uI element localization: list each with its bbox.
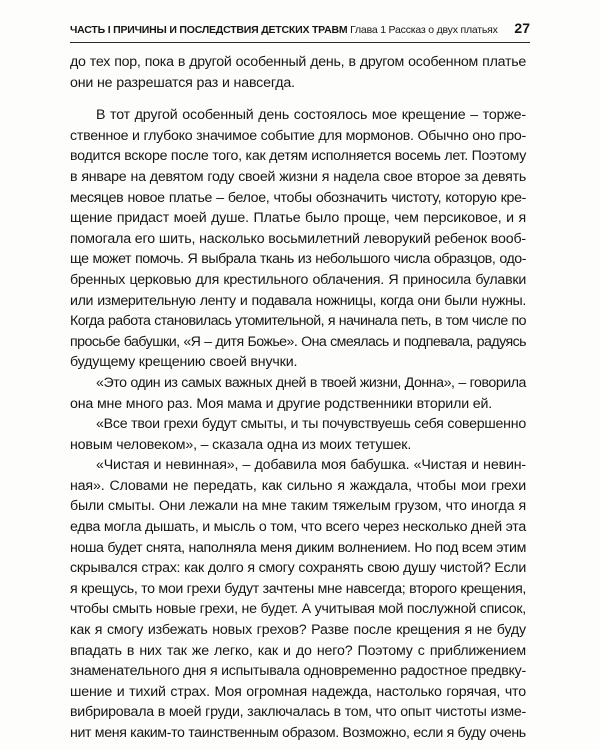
- text-line: вибрировала в моей груди, заключалась в том, что опыт чистоты изме-: [70, 704, 526, 721]
- text-line: Когда работа становилась утомительной, я начинала петь, в том числе по: [70, 313, 526, 330]
- running-header: [70, 20, 530, 43]
- header-titles: [70, 24, 498, 36]
- text-line: «Это один из самых важных дней в твоей жизни, Донна», – говорила: [96, 374, 526, 391]
- text-line: ная». Словами не передать, как сильно я жаждала, чтобы мои грехи: [70, 477, 526, 494]
- text-line: бренных церковью для крестильного облачения. Я приносила булавки: [70, 271, 526, 288]
- text-line: В тот другой особенный день состоялось мое крещение – торже-: [96, 107, 526, 124]
- page-number: 27: [514, 20, 530, 36]
- paragraph: [70, 105, 526, 373]
- text-line: или измерительную ленту и подавала ножницы, когда они были нужны.: [70, 292, 526, 309]
- text-line: водится вскоре после того, как детям исполняется восемь лет. Поэтому: [70, 148, 527, 165]
- text-line: ственное и глубоко значимое событие для мормонов. Обычно оно про-: [70, 127, 526, 144]
- paragraph: [70, 373, 526, 414]
- part-title: ЧАСТЬ I ПРИЧИНЫ И ПОСЛЕДСТВИЯ ДЕТСКИХ ТРАВМ: [70, 24, 348, 36]
- paragraph: [70, 414, 526, 455]
- text-line: помогала его шить, насколько восьмилетний леворукий ребенок вооб-: [70, 230, 526, 247]
- text-line: как я смогу избежать новых грехов? Разве после крещения я не буду: [70, 622, 526, 639]
- text-line: впадать в них так же легко, как и до него? Поэтому с приближением: [70, 642, 526, 659]
- paragraph: [70, 52, 526, 93]
- text-line: она мне много раз. Моя мама и другие родственники вторили ей.: [70, 395, 493, 412]
- text-line: знаменательного дня я испытывала одновременно радостное предвку-: [70, 663, 526, 680]
- text-line: «Все твои грехи будут смыты, и ты почувствуешь себя совершенно: [96, 416, 526, 433]
- text-line: просьбе бабушки, «Я – дитя Божье». Она смеялась и подпевала, радуясь: [70, 333, 526, 350]
- text-line: ще может помочь. Я выбрала ткань из небольшого числа образцов, одо-: [70, 251, 526, 268]
- text-line: они не разрешатся раз и навсегда.: [70, 74, 295, 91]
- chapter-title: Глава 1 Рассказ о двух платьях: [350, 24, 498, 36]
- text-line: до тех пор, пока в другой особенный день, в другом особенном платье: [70, 54, 526, 70]
- text-line: шение и тихий страх. Моя огромная надежда, настолько горячая, что: [70, 683, 526, 700]
- text-line: чтобы смыть новые грехи, не будет. А учитывая мой послужной список,: [70, 601, 526, 618]
- text-line: были смыты. Они лежали на мне таким тяжелым грузом, что иногда я: [70, 498, 526, 515]
- body-text: [70, 52, 526, 744]
- text-line: щение придаст моей душе. Платье было проще, чем персиковое, и я: [70, 210, 526, 227]
- text-line: новым человеком», – сказала одна из моих тетушек.: [70, 436, 412, 453]
- text-line: в январе на девятом году своей жизни я надела свое второе за девять: [70, 168, 526, 185]
- paragraph: [70, 455, 526, 743]
- text-line: нит меня каким-то таинственным образом. Возможно, если я буду очень: [70, 725, 526, 741]
- text-line: «Чистая и невинная», – добавила моя бабушка. «Чистая и невин-: [96, 457, 526, 474]
- text-line: скрывался страх: как долго я смогу сохранять свою душу чистой? Если: [70, 560, 526, 577]
- text-line: ноша будет снята, наполняла меня диким волнением. Но под всем этим: [70, 539, 526, 556]
- text-line: я крещусь, то мои грехи будут зачтены мне навсегда; второго крещения,: [70, 580, 526, 597]
- text-line: будущему крещению своей внучки.: [70, 354, 298, 371]
- text-line: месяцев новое платье – белое, чтобы обозначить чистоту, которую кре-: [70, 189, 526, 206]
- text-line: едва могла дышать, и мысль о том, что всего через несколько дней эта: [70, 519, 526, 536]
